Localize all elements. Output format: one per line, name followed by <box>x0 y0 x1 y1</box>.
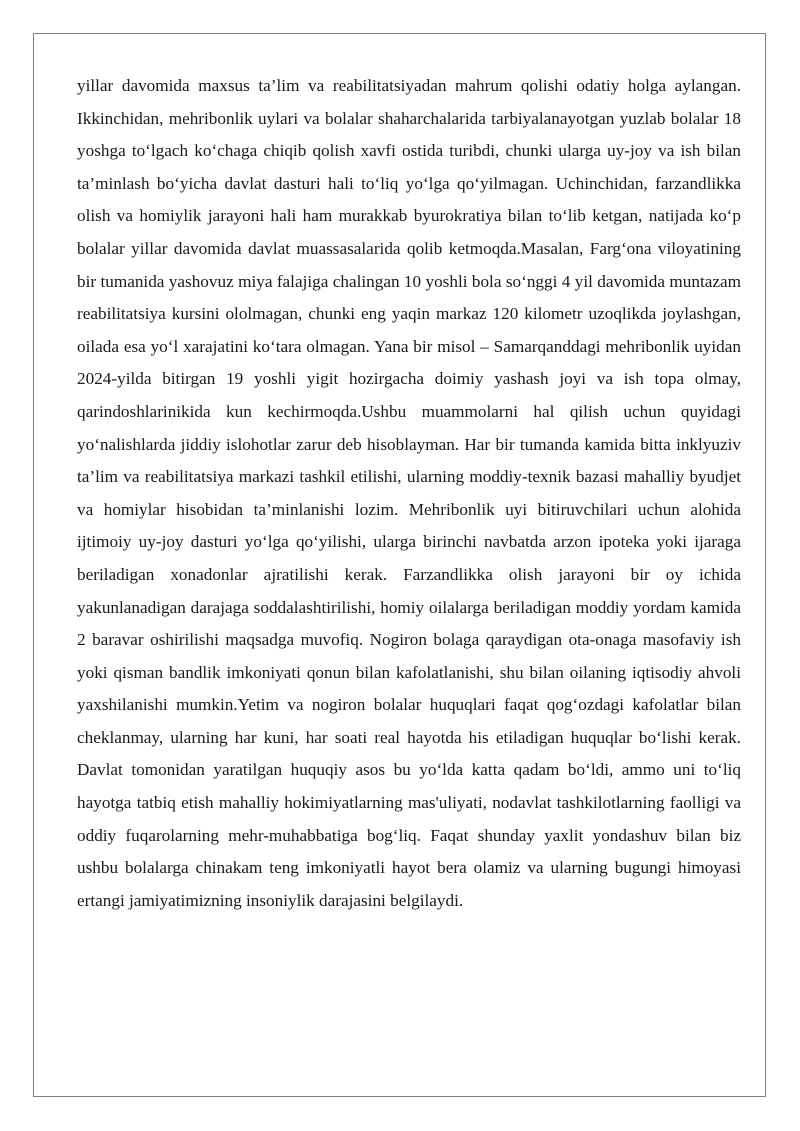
document-body-paragraph: yillar davomida maxsus ta’lim va reabilitatsiyadan mahrum qolishi odatiy holga aylangan. Ikkinchidan, mehribonlik uylari va bolalar shaharchalarida tarbiyalanayotgan yuzlab bolalar 18 yoshga to‘lgach ko‘chaga chiqib qolish xavfi ostida turibdi, chunki ularga uy-joy va ish bilan ta’minlash bo‘yicha davlat dasturi hali to‘liq yo‘lga qo‘yilmagan. Uchinchidan, farzandlikka olish va homiylik jarayoni hali ham murakkab byurokratiya bilan to‘lib ketgan, natijada ko‘p bolalar yillar davomida davlat muassasalarida qolib ketmoqda.Masalan, Farg‘ona viloyatining bir tumanida yashovuz miya falajiga chalingan 10 yoshli bola so‘nggi 4 yil davomida muntazam reabilitatsiya kursini ololmagan, chunki eng yaqin markaz 120 kilometr uzoqlikda joylashgan, oilada esa yo‘l xarajatini ko‘tara olmagan. Yana bir misol – Samarqanddagi mehribonlik uyidan 2024-yilda bitirgan 19 yoshli yigit hozirgacha doimiy yashash joyi va ish topa olmay, qarindoshlarinikida kun kechirmoqda.Ushbu muammolarni hal qilish uchun quyidagi yo‘nalishlarda jiddiy islohotlar zarur deb hisoblayman. Har bir tumanda kamida bitta inklyuziv ta’lim va reabilitatsiya markazi tashkil etilishi, ularning moddiy-texnik bazasi mahalliy byudjet va homiylar hisobidan ta’minlanishi lozim. Mehribonlik uyi bitiruvchilari uchun alohida ijtimoiy uy-joy dasturi yo‘lga qo‘yilishi, ularga birinchi navbatda arzon ipoteka yoki ijaraga beriladigan xonadonlar ajratilishi kerak. Farzandlikka olish jarayoni bir oy ichida yakunlanadigan darajaga soddalashtirilishi, homiy oilalarga beriladigan moddiy yordam kamida 2 baravar oshirilishi maqsadga muvofiq. Nogiron bolaga qaraydigan ota-onaga masofaviy ish yoki qisman bandlik imkoniyati qonun bilan kafolatlanishi, shu bilan oilaning iqtisodiy ahvoli yaxshilanishi mumkin.Yetim va nogiron bolalar huquqlari faqat qog‘ozdagi kafolatlar bilan cheklanmay, ularning har kuni, har soati real hayotda his etiladigan huquqlar bo‘lishi kerak. Davlat tomonidan yaratilgan huquqiy asos bu yo‘lda katta qadam bo‘ldi, ammo uni to‘liq hayotga tatbiq etish mahalliy hokimiyatlarning mas'uliyati, nodavlat tashkilotlarning faolligi va oddiy fuqarolarning mehr-muhabbatiga bog‘liq. Faqat shunday yaxlit yondashuv bilan biz ushbu bolalarga chinakam teng imkoniyatli hayot bera olamiz va ularning bugungi himoyasi ertangi jamiyatimizning insoniylik darajasini belgilaydi. <box>77 76 741 910</box>
